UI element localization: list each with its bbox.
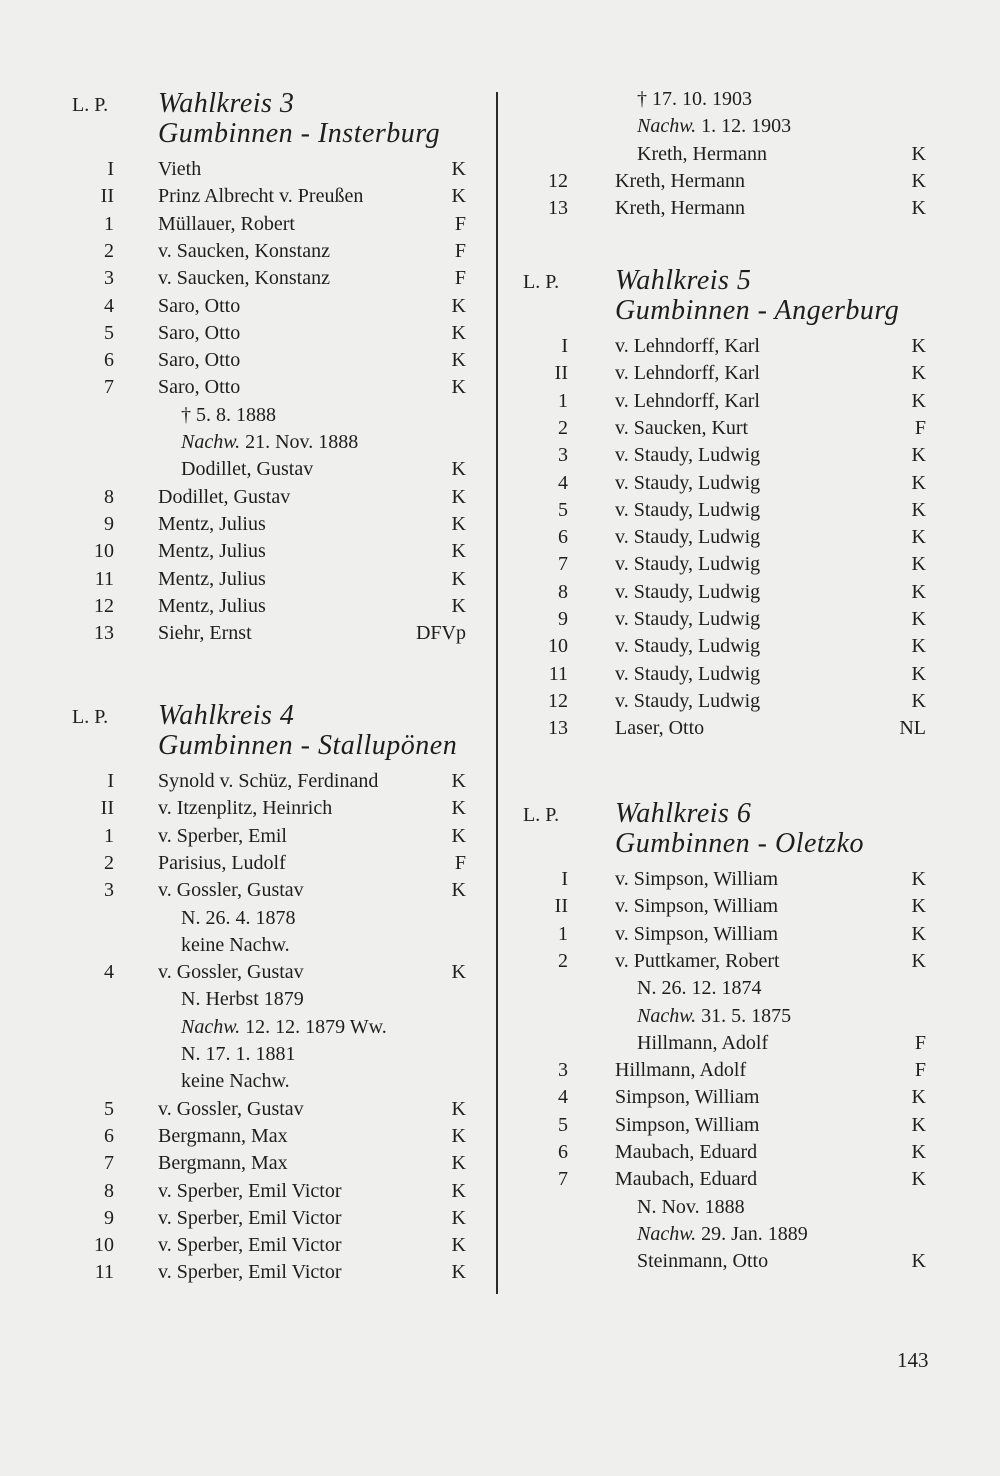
entry-row — [505, 661, 1000, 688]
entry-row — [505, 579, 1000, 606]
entry-lp-number: II — [554, 895, 568, 918]
entry-name: Vieth — [158, 158, 202, 180]
entry-row — [0, 1259, 490, 1286]
entry-name: keine Nachw. — [181, 1070, 290, 1093]
entry-lp-number: 2 — [104, 239, 114, 262]
entry-party: K — [911, 1141, 926, 1163]
entry-name: Bergmann, Max — [158, 1124, 288, 1147]
entry-lp-number: 10 — [94, 1234, 114, 1257]
entry-party: K — [911, 580, 926, 603]
entry-party: F — [454, 267, 466, 290]
entry-party: K — [451, 1261, 466, 1284]
entry-row — [505, 1057, 1000, 1084]
entry-row — [0, 768, 490, 795]
entry-name: Mentz, Julius — [158, 594, 266, 617]
entry-name: Maubach, Eduard — [615, 1141, 758, 1163]
entry-lp-number: 7 — [104, 1152, 114, 1175]
entry-row — [0, 1014, 490, 1041]
entry-name: v. Staudy, Ludwig — [615, 471, 761, 494]
entry-row — [0, 402, 490, 429]
entry-name: N. 17. 1. 1881 — [181, 1043, 296, 1065]
entry-row — [0, 238, 490, 265]
section-subtitle: Gumbinnen - Stallupönen — [158, 730, 458, 761]
entry-note-date: 21. Nov. 1888 — [240, 431, 359, 453]
entry-party: K — [451, 349, 466, 372]
entry-name: Simpson, William — [615, 1113, 760, 1136]
section-title: Wahlkreis 4 — [158, 700, 295, 731]
entry-lp-number: 6 — [558, 526, 568, 549]
entry-name: Mentz, Julius — [158, 567, 266, 590]
entry-party: NL — [899, 717, 926, 740]
entry-party: K — [451, 1179, 466, 1202]
entry-row — [505, 86, 1000, 113]
entry-party: K — [451, 485, 466, 508]
entry-row — [505, 551, 1000, 578]
entry-row — [0, 823, 490, 850]
entry-note-prefix: Nachw. — [637, 1222, 697, 1245]
entry-party: K — [451, 1152, 466, 1175]
entry-row — [0, 877, 490, 904]
entry-name: Siehr, Ernst — [158, 622, 252, 645]
entry-name: v. Sperber, Emil — [158, 824, 287, 847]
entry-party: K — [911, 444, 926, 467]
entry-lp-number: 9 — [104, 1206, 114, 1229]
entry-name: v. Staudy, Ludwig — [615, 580, 761, 603]
entry-name: † 5. 8. 1888 — [181, 403, 276, 426]
entry-lp-number: 5 — [558, 1113, 568, 1136]
entry-name: keine Nachw. — [181, 933, 290, 956]
entry-name: v. Lehndorff, Karl — [615, 335, 760, 357]
entry-note-date: 29. Jan. 1889 — [696, 1222, 808, 1245]
entry-party: K — [911, 389, 926, 412]
entry-row — [505, 715, 1000, 742]
entry-party: K — [911, 335, 926, 357]
entry-lp-number: 4 — [104, 294, 114, 317]
entry-row — [505, 388, 1000, 415]
entry-row — [505, 1194, 1000, 1221]
entry-note-prefix: Nachw. — [181, 1015, 241, 1038]
entry-row — [0, 566, 490, 593]
entry-name: v. Lehndorff, Karl — [615, 362, 760, 385]
entry-row — [0, 183, 490, 210]
entry-lp-number: 2 — [104, 851, 114, 874]
entry-row — [0, 905, 490, 932]
entry-lp-number: 1 — [104, 824, 114, 847]
section-subtitle: Gumbinnen - Insterburg — [158, 118, 441, 149]
entry-party: K — [451, 540, 466, 563]
entry-party: F — [914, 416, 926, 439]
entry-party: K — [451, 376, 466, 399]
entry-party: K — [451, 567, 466, 590]
entry-name — [181, 429, 358, 456]
entry-lp-number: II — [100, 797, 114, 820]
entry-name: v. Lehndorff, Karl — [615, 389, 760, 412]
entry-name: v. Staudy, Ludwig — [615, 662, 761, 685]
entry-party: K — [911, 895, 926, 918]
entry-lp-number: 6 — [558, 1141, 568, 1163]
entry-row — [505, 141, 1000, 168]
entry-name: Prinz Albrecht v. Preußen — [158, 185, 364, 208]
entry-row — [505, 497, 1000, 524]
entry-row — [505, 633, 1000, 660]
entry-row — [505, 1003, 1000, 1030]
entry-lp-number: 8 — [558, 580, 568, 603]
entry-lp-number: I — [561, 335, 568, 357]
entry-name: Kreth, Hermann — [615, 197, 745, 220]
entry-row — [0, 429, 490, 456]
entry-party: K — [911, 1113, 926, 1136]
entry-row — [505, 1166, 1000, 1193]
entry-lp-number: 12 — [94, 594, 114, 617]
section-lp-label: L. P. — [523, 804, 560, 826]
entry-party: DFVp — [415, 622, 466, 645]
entry-party: K — [451, 594, 466, 617]
entry-party: K — [911, 362, 926, 385]
entry-row — [0, 320, 490, 347]
entry-row — [505, 1139, 1000, 1166]
entry-row — [0, 293, 490, 320]
section-lp-label: L. P. — [523, 271, 560, 293]
entry-party: K — [911, 689, 926, 712]
entry-name: v. Staudy, Ludwig — [615, 635, 761, 658]
entry-row — [0, 156, 490, 183]
section-lp-label: L. P. — [72, 706, 109, 728]
section-title: Wahlkreis 5 — [615, 265, 752, 296]
section-title: Wahlkreis 3 — [158, 88, 295, 119]
entry-name — [637, 1221, 808, 1248]
entry-name: v. Simpson, William — [615, 895, 779, 918]
section-subtitle: Gumbinnen - Oletzko — [615, 828, 865, 859]
entry-party: K — [911, 949, 926, 972]
entry-party: K — [451, 797, 466, 820]
entry-party: K — [911, 553, 926, 576]
entry-row — [0, 1096, 490, 1123]
entry-lp-number: 4 — [558, 1086, 568, 1109]
entry-party: K — [911, 922, 926, 945]
entry-party: K — [451, 158, 466, 180]
entry-party: K — [911, 1168, 926, 1191]
entry-row — [0, 538, 490, 565]
entry-lp-number: 13 — [548, 717, 568, 740]
column-divider — [496, 92, 498, 1294]
entry-lp-number: 3 — [558, 444, 568, 467]
entry-party: K — [911, 142, 926, 165]
entry-row — [0, 511, 490, 538]
entry-note-date: 12. 12. 1879 Ww. — [240, 1015, 387, 1038]
entry-party: F — [914, 1059, 926, 1082]
entry-name: Kreth, Hermann — [637, 142, 767, 165]
entry-name: Maubach, Eduard — [615, 1168, 758, 1191]
entry-name: Saro, Otto — [158, 376, 241, 399]
entry-party: K — [451, 294, 466, 317]
section-title: Wahlkreis 6 — [615, 798, 752, 829]
entry-party: K — [911, 197, 926, 220]
entry-row — [0, 1232, 490, 1259]
entry-name: v. Saucken, Kurt — [615, 416, 749, 439]
entry-row — [0, 850, 490, 877]
entry-row — [0, 620, 490, 647]
entry-name: Kreth, Hermann — [615, 169, 745, 192]
entry-row — [0, 1150, 490, 1177]
entry-name: v. Gossler, Gustav — [158, 961, 304, 984]
entry-party: K — [911, 868, 926, 890]
entry-name: N. Nov. 1888 — [637, 1195, 745, 1218]
entry-lp-number: 7 — [558, 553, 568, 576]
entry-party: K — [451, 770, 466, 792]
entry-row — [0, 211, 490, 238]
entry-party: K — [911, 608, 926, 630]
entry-party: F — [454, 239, 466, 262]
entry-lp-number: I — [107, 770, 114, 792]
entry-name: v. Itzenplitz, Heinrich — [158, 797, 333, 820]
entry-row — [505, 442, 1000, 469]
entry-row — [505, 195, 1000, 222]
entry-row — [0, 1178, 490, 1205]
entry-lp-number: 6 — [104, 349, 114, 372]
entry-name: Parisius, Ludolf — [158, 851, 286, 874]
entry-party: K — [451, 1234, 466, 1257]
entry-lp-number: 5 — [104, 1097, 114, 1120]
entry-row — [505, 1112, 1000, 1139]
entry-lp-number: 10 — [94, 540, 114, 563]
entry-lp-number: 4 — [558, 471, 568, 494]
entry-row — [505, 1248, 1000, 1275]
entry-lp-number: 5 — [104, 321, 114, 344]
entry-lp-number: 11 — [94, 567, 114, 590]
entry-name: Dodillet, Gustav — [158, 485, 291, 508]
entry-row — [505, 948, 1000, 975]
entry-lp-number: 6 — [104, 1124, 114, 1147]
entry-name — [181, 1014, 387, 1041]
entry-row — [505, 470, 1000, 497]
entry-name: v. Staudy, Ludwig — [615, 444, 761, 467]
entry-name: v. Simpson, William — [615, 922, 779, 945]
entry-name: v. Gossler, Gustav — [158, 1097, 304, 1120]
entry-lp-number: 12 — [548, 689, 568, 712]
entry-party: F — [454, 212, 466, 235]
entry-party: K — [451, 512, 466, 535]
entry-name: v. Sperber, Emil Victor — [158, 1234, 342, 1257]
entry-name: v. Simpson, William — [615, 868, 779, 890]
entry-row — [505, 1030, 1000, 1057]
entry-lp-number: I — [107, 158, 114, 180]
entry-name: v. Saucken, Konstanz — [158, 239, 330, 262]
entry-row — [0, 1041, 490, 1068]
entry-lp-number: 13 — [94, 622, 114, 645]
entry-row — [505, 866, 1000, 893]
entry-row — [0, 932, 490, 959]
entry-row — [505, 1084, 1000, 1111]
entry-lp-number: 2 — [558, 949, 568, 972]
entry-party: K — [911, 169, 926, 192]
entry-row — [0, 1205, 490, 1232]
entry-party: K — [451, 1124, 466, 1147]
entry-row — [505, 360, 1000, 387]
entry-lp-number: 3 — [558, 1059, 568, 1082]
entry-note-date: 31. 5. 1875 — [696, 1004, 792, 1027]
entry-name: Synold v. Schüz, Ferdinand — [158, 770, 379, 792]
entry-party: K — [451, 458, 466, 481]
page-number: 143 — [897, 1348, 929, 1372]
entry-lp-number: 13 — [548, 197, 568, 220]
entry-party: F — [454, 851, 466, 874]
entry-party: K — [451, 1097, 466, 1120]
entry-name: v. Staudy, Ludwig — [615, 498, 761, 521]
entry-note-prefix: Nachw. — [181, 431, 241, 453]
entry-name: Saro, Otto — [158, 294, 241, 317]
entry-lp-number: 7 — [558, 1168, 568, 1191]
entry-name: N. Herbst 1879 — [181, 988, 304, 1011]
entry-row — [505, 168, 1000, 195]
entry-party: K — [911, 1250, 926, 1273]
entry-lp-number: 1 — [558, 922, 568, 945]
entry-row — [505, 1221, 1000, 1248]
entry-name: † 17. 10. 1903 — [637, 88, 752, 110]
entry-lp-number: 12 — [548, 169, 568, 192]
entry-lp-number: 5 — [558, 498, 568, 521]
entry-row — [0, 795, 490, 822]
section-subtitle: Gumbinnen - Angerburg — [615, 295, 900, 326]
entry-lp-number: 2 — [558, 416, 568, 439]
entry-name: v. Sperber, Emil Victor — [158, 1206, 342, 1229]
entry-party: K — [911, 526, 926, 549]
entry-party: K — [451, 321, 466, 344]
entry-lp-number: 10 — [548, 635, 568, 658]
entry-name: v. Sperber, Emil Victor — [158, 1261, 342, 1284]
entry-row — [0, 456, 490, 483]
section-lp-label: L. P. — [72, 94, 109, 116]
entry-lp-number: 11 — [94, 1261, 114, 1284]
entry-name: N. 26. 12. 1874 — [637, 977, 762, 1000]
entry-name: Bergmann, Max — [158, 1152, 288, 1175]
entry-lp-number: 1 — [104, 212, 114, 235]
entry-row — [0, 1068, 490, 1095]
entry-party: K — [451, 879, 466, 902]
entry-lp-number: II — [100, 185, 114, 208]
entry-note-date: 1. 12. 1903 — [696, 115, 792, 138]
entry-note-prefix: Nachw. — [637, 1004, 697, 1027]
entry-name: Müllauer, Robert — [158, 212, 295, 235]
entry-row — [0, 374, 490, 401]
entry-name: v. Sperber, Emil Victor — [158, 1179, 342, 1202]
entry-name: Saro, Otto — [158, 349, 241, 372]
entry-lp-number: 8 — [104, 1179, 114, 1202]
entry-row — [505, 975, 1000, 1002]
entry-lp-number: 8 — [104, 485, 114, 508]
entry-party: K — [911, 1086, 926, 1109]
entry-lp-number: 9 — [104, 512, 114, 535]
entry-name: Laser, Otto — [615, 717, 705, 740]
entry-row — [0, 959, 490, 986]
entry-lp-number: II — [554, 362, 568, 385]
entry-row — [505, 688, 1000, 715]
entry-lp-number: 7 — [104, 376, 114, 399]
entry-party: K — [911, 635, 926, 658]
entry-name: v. Staudy, Ludwig — [615, 608, 761, 630]
entry-party: K — [451, 1206, 466, 1229]
entry-party: K — [451, 824, 466, 847]
entry-party: K — [451, 185, 466, 208]
entry-name: v. Gossler, Gustav — [158, 879, 304, 902]
entry-name: Simpson, William — [615, 1086, 760, 1109]
entry-lp-number: 4 — [104, 961, 114, 984]
entry-row — [0, 265, 490, 292]
entry-lp-number: 9 — [558, 608, 568, 630]
entry-row — [505, 921, 1000, 948]
entry-name: Steinmann, Otto — [637, 1250, 769, 1273]
entry-party: K — [911, 662, 926, 685]
entry-row — [505, 333, 1000, 360]
entry-row — [0, 484, 490, 511]
entry-row — [505, 606, 1000, 633]
entry-row — [0, 593, 490, 620]
entry-party: K — [451, 961, 466, 984]
entry-name: v. Staudy, Ludwig — [615, 689, 761, 712]
entry-row — [505, 113, 1000, 140]
entry-party: F — [914, 1031, 926, 1054]
entry-row — [505, 415, 1000, 442]
entry-name: v. Staudy, Ludwig — [615, 526, 761, 549]
entry-name: Saro, Otto — [158, 321, 241, 344]
entry-name: Mentz, Julius — [158, 512, 266, 535]
entry-name: v. Saucken, Konstanz — [158, 267, 330, 290]
entry-name: Hillmann, Adolf — [615, 1059, 747, 1082]
entry-row — [0, 986, 490, 1013]
entry-note-prefix: Nachw. — [637, 115, 697, 138]
entry-name: Dodillet, Gustav — [181, 458, 314, 481]
entry-name: Hillmann, Adolf — [637, 1031, 769, 1054]
entry-name — [637, 113, 791, 140]
entry-lp-number: 3 — [104, 267, 114, 290]
entry-row — [505, 893, 1000, 920]
entry-lp-number: 3 — [104, 879, 114, 902]
entry-row — [505, 524, 1000, 551]
entry-party: K — [911, 471, 926, 494]
entry-lp-number: 1 — [558, 389, 568, 412]
entry-name: v. Puttkamer, Robert — [615, 949, 780, 972]
entry-lp-number: 11 — [548, 662, 568, 685]
entry-name: Mentz, Julius — [158, 540, 266, 563]
entry-row — [0, 1123, 490, 1150]
entry-name — [637, 1003, 791, 1030]
entry-name: N. 26. 4. 1878 — [181, 906, 296, 929]
entry-party: K — [911, 498, 926, 521]
entry-name: v. Staudy, Ludwig — [615, 553, 761, 576]
entry-lp-number: I — [561, 868, 568, 890]
entry-row — [0, 347, 490, 374]
